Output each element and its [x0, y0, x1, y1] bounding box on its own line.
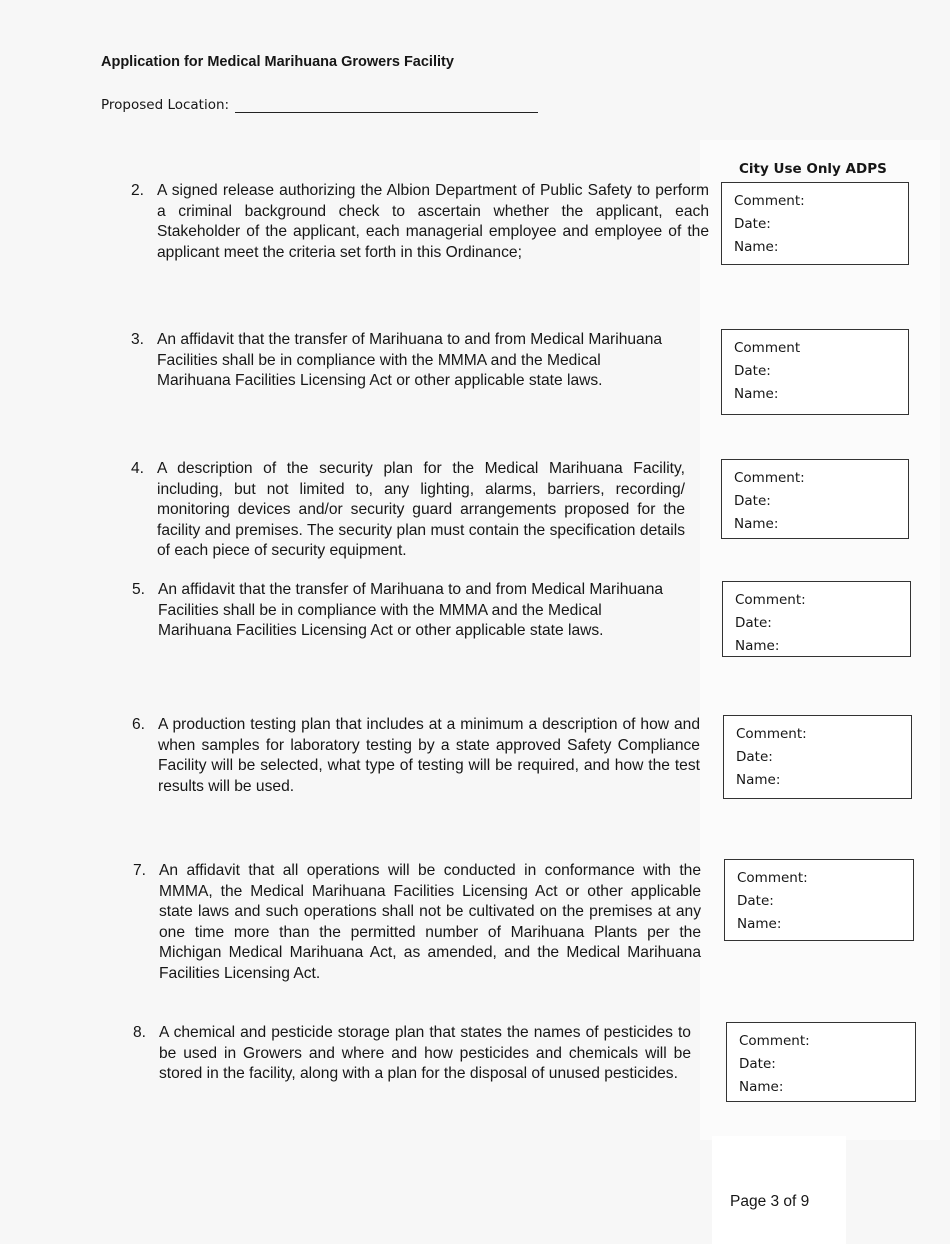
comment-box[interactable] [721, 329, 909, 415]
name-label: Name: [737, 916, 782, 932]
comment-label: Comment: [736, 726, 807, 742]
page-number: Page 3 of 9 [730, 1193, 810, 1210]
name-label: Name: [736, 772, 781, 788]
date-label: Date: [739, 1056, 776, 1072]
comment-box[interactable] [726, 1022, 916, 1102]
date-label: Date: [734, 216, 771, 232]
item-text: A signed release authorizing the Albion Department of Public Safety to perform a criminal background check to ascertain whether the applicant, each Stakeholder of the applicant, each managerial employee and employee of the applicant meet the criteria set forth in this Ordinance; [157, 182, 709, 261]
comment-box[interactable] [722, 581, 911, 657]
item-number: 2. [131, 182, 145, 199]
item-number: 7. [133, 862, 147, 879]
item-text: An affidavit that the transfer of Marihuana to and from Medical Marihuana Facilities shall be in compliance with the MMMA and the Medical Marihuana Facilities Licensing Act or other applicable state laws. [157, 331, 663, 390]
comment-label: Comment: [735, 592, 806, 608]
name-label: Name: [734, 386, 779, 402]
comment-label: Comment [734, 340, 801, 356]
comment-label: Comment: [734, 193, 805, 209]
proposed-location-row [101, 96, 538, 113]
comment-label: Comment: [739, 1033, 810, 1049]
item-number: 3. [131, 331, 145, 348]
name-label: Name: [735, 638, 780, 654]
proposed-location-label: Proposed Location: [101, 97, 230, 113]
name-label: Name: [734, 239, 779, 255]
item-text: An affidavit that all operations will be conducted in conformance with the MMMA, the Medical Marihuana Facilities Licensing Act or other applicable state laws and such operations shall not be cultivated on the premises at any one time more than the permitted number of Marihuana Plants per the Michigan Medical Marihuana Act, as amended, and the Medical Marihuana Facilities Licensing Act. [159, 862, 701, 982]
item-number: 6. [132, 716, 146, 733]
name-label: Name: [739, 1079, 784, 1095]
document-title: Application for Medical Marihuana Growers Facility [101, 54, 454, 70]
city-use-heading: City Use Only ADPS [739, 161, 887, 177]
item-text: A chemical and pesticide storage plan that states the names of pesticides to be used in Growers and where and how pesticides and chemicals will be stored in the facility, along with a plan for the disposal of unused pesticides. [159, 1024, 691, 1083]
item-number: 4. [131, 460, 145, 477]
date-label: Date: [736, 749, 773, 765]
item-number: 5. [132, 581, 146, 598]
comment-box[interactable] [724, 859, 914, 941]
comment-label: Comment: [734, 470, 805, 486]
comment-box[interactable] [723, 715, 912, 799]
comment-label: Comment: [737, 870, 808, 886]
item-text: A production testing plan that includes at a minimum a description of how and when samples for laboratory testing by a state approved Safety Compliance Facility will be selected, what type of testing will be required, and how the test results will be used. [158, 716, 700, 795]
date-label: Date: [734, 493, 771, 509]
comment-box[interactable] [721, 459, 909, 539]
item-text: An affidavit that the transfer of Marihuana to and from Medical Marihuana Facilities shall be in compliance with the MMMA and the Medical Marihuana Facilities Licensing Act or other applicable state laws. [158, 581, 664, 640]
footer-patch [712, 1136, 846, 1244]
item-number: 8. [133, 1024, 147, 1041]
date-label: Date: [735, 615, 772, 631]
comment-box[interactable] [721, 182, 909, 265]
date-label: Date: [734, 363, 771, 379]
date-label: Date: [737, 893, 774, 909]
proposed-location-field[interactable] [235, 96, 538, 113]
item-text: A description of the security plan for the Medical Marihuana Facility, including, but not limited to, any lighting, alarms, barriers, recording/ monitoring devices and/or security guard arrangements proposed for the facility and premises. The security plan must contain the specification details of each piece of security equipment. [157, 460, 685, 560]
name-label: Name: [734, 516, 779, 532]
